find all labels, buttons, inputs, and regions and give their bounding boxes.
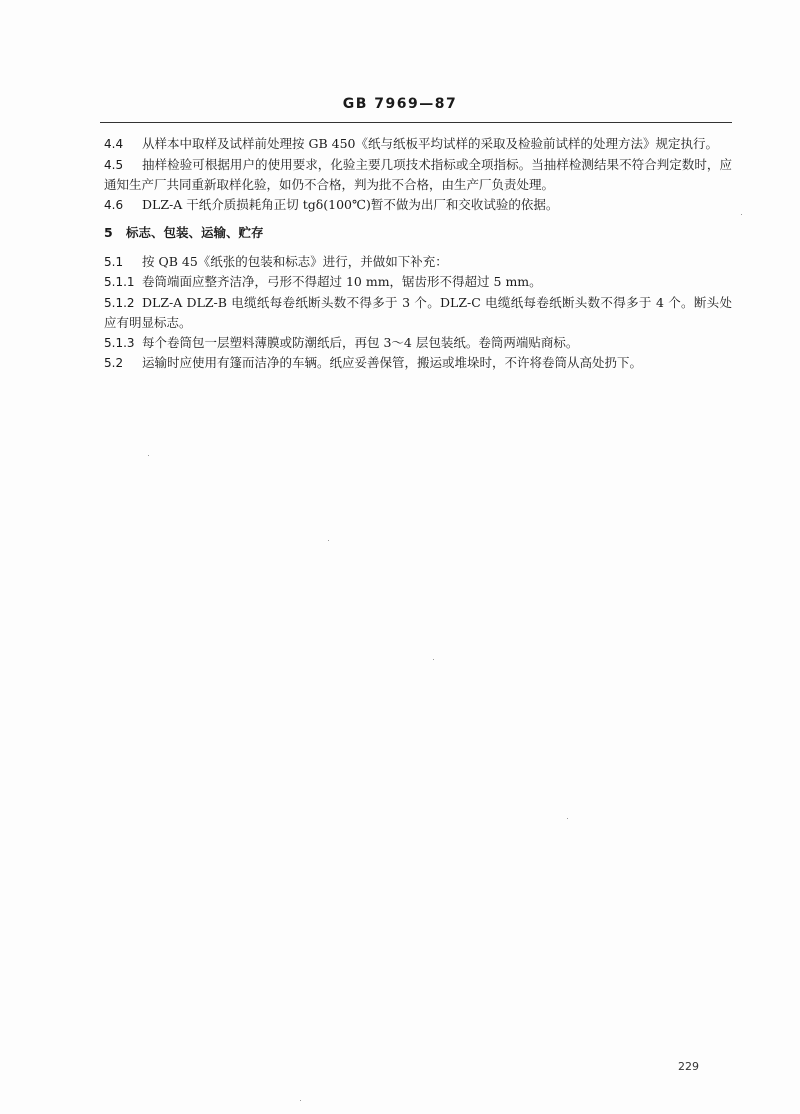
scan-speck xyxy=(328,540,329,541)
clause-4-6 xyxy=(104,195,732,216)
clause-text: DLZ-A 干纸介质损耗角正切 tgδ(100℃)暂不做为出厂和交收试验的依据。 xyxy=(142,196,559,212)
scan-speck xyxy=(567,818,568,819)
scan-speck xyxy=(300,1100,301,1101)
clause-text: 每个卷筒包一层塑料薄膜或防潮纸后，再包 3～4 层包装纸。卷筒两端贴商标。 xyxy=(142,334,579,350)
clause-number: 5.1.3 xyxy=(104,335,135,350)
clause-number: 4.5 xyxy=(104,157,124,172)
page-number: 229 xyxy=(678,1060,699,1073)
clause-text: 卷筒端面应整齐洁净，弓形不得超过 10 mm，锯齿形不得超过 5 mm。 xyxy=(142,274,542,289)
clause-5-1 xyxy=(104,252,732,273)
clause-text: DLZ-A DLZ-B 电缆纸每卷纸断头数不得多于 3 个。DLZ-C 电缆纸每卷纸断头数不得多于 4 个。断头处应有明显标志。 xyxy=(104,294,732,330)
scan-speck xyxy=(148,455,149,456)
clause-number: 5.1.1 xyxy=(104,275,135,289)
clause-number: 4.4 xyxy=(104,137,124,151)
clause-number: 4.6 xyxy=(104,197,124,212)
scan-speck xyxy=(741,214,742,215)
section-number: 5 xyxy=(104,225,113,240)
clause-4-4 xyxy=(104,134,732,155)
standard-number-header: GB 7969—87 xyxy=(342,96,458,112)
clause-text: 按 QB 45《纸张的包装和标志》进行，并做如下补充： xyxy=(142,253,448,269)
header-rule xyxy=(100,122,732,123)
clause-number: 5.1 xyxy=(104,254,124,269)
section-heading xyxy=(104,223,732,243)
clause-4-5 xyxy=(104,155,732,195)
clause-5-1-1 xyxy=(104,272,732,293)
clause-number: 5.1.2 xyxy=(104,295,135,310)
clause-text: 从样本中取样及试样前处理按 GB 450《纸与纸板平均试样的采取及检验前试样的处理方法》规定执行。 xyxy=(142,136,718,151)
clause-number: 5.2 xyxy=(104,356,124,370)
document-body xyxy=(104,134,732,374)
clause-5-1-3 xyxy=(104,333,732,354)
clause-5-1-2 xyxy=(104,293,732,333)
clause-5-2 xyxy=(104,353,732,374)
clause-text: 运输时应使用有篷而洁净的车辆。纸应妥善保管，搬运或堆垛时，不许将卷筒从高处扔下。 xyxy=(142,355,643,370)
clause-text: 抽样检验可根据用户的使用要求，化验主要几项技术指标或全项指标。当抽样检测结果不符合判定数时，应通知生产厂共同重新取样化验，如仍不合格，判为批不合格，由生产厂负责处理。 xyxy=(104,156,732,192)
scan-speck xyxy=(433,659,434,660)
section-title: 标志、包装、运输、贮存 xyxy=(126,225,264,240)
